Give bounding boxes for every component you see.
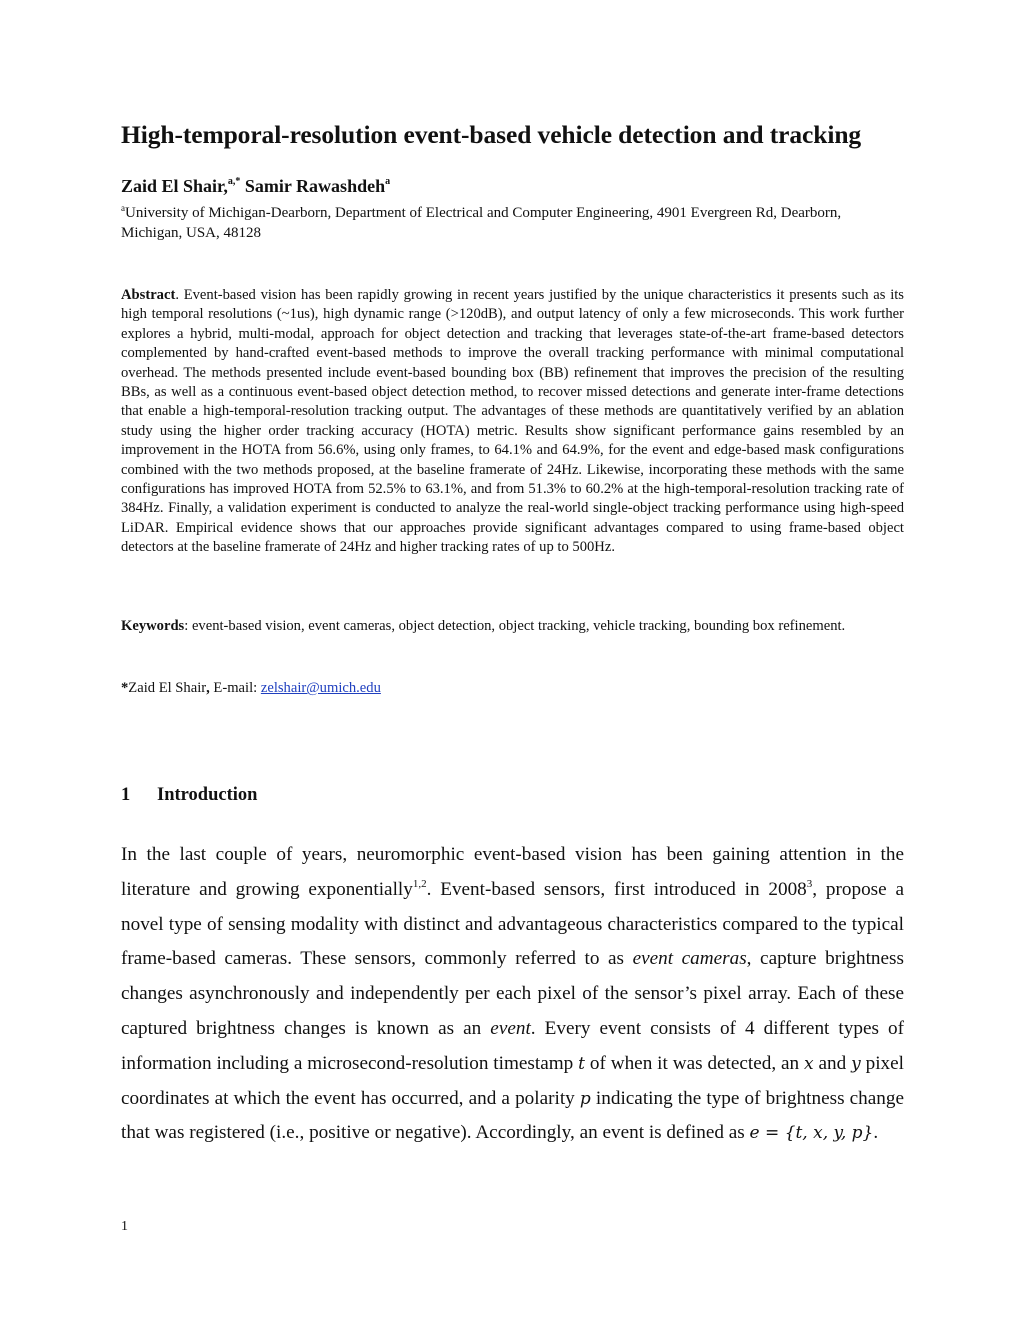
intro-text: . Event-based sensors, first introduced in 2008 <box>426 878 807 900</box>
section-title: Introduction <box>157 785 258 805</box>
intro-text: and <box>813 1052 852 1074</box>
math-var-t: t <box>578 1053 585 1074</box>
author-affil-mark: a,* <box>227 176 241 187</box>
corresponding-comma: , <box>206 680 210 696</box>
intro-text: , capture brightness changes asynchronously and independently per each pixel of the sensor’s pixel array. Each of these captured brightness changes is known as an <box>121 948 904 1039</box>
math-var-x: x <box>804 1053 814 1074</box>
section-number: 1 <box>121 785 131 805</box>
author-affil-mark: a <box>385 176 391 187</box>
abstract-text: . Event-based vision has been rapidly growing in recent years justified by the unique characteristics it presents such as its high temporal resolutions (~1us), high dynamic range (>120dB), and output latency of only a few microseconds. This work further explores a hybrid, multi-modal, approach for object detection and tracking that leverages state-of-the-art frame-based detectors complemented by hand-crafted event-based methods to improve the overall tracking performance with minimal computational overhead. The methods presented include event-based bounding box (BB) refinement that improves the precision of the resulting BBs, as well as a continuous event-based object detection method, to recover missed detections and generate inter-frame detections that enable a high-temporal-resolution tracking output. The advantages of these methods are quantitatively verified by an ablation study using the higher order tracking accuracy (HOTA) metric. Results show significant performance gains resembled by an improvement in the HOTA from 56.6%, using only frames, to 64.1% and 64.9%, for the event and edge-based mask configurations combined with the two methods proposed, at the baseline framerate of 24Hz. Likewise, incorporating these methods with the same configurations has improved HOTA from 52.5% to 63.1%, and from 51.3% to 60.2% at the high-temporal-resolution tracking rate of 384Hz. Finally, a validation experiment is conducted to analyze the real-world single-object tracking performance using high-speed LiDAR. Empirical evidence shows that our approaches provide significant advantages compared to using frame-based object detectors at the baseline framerate of 24Hz and higher tracking rates of up to 500Hz. <box>121 287 904 556</box>
corresponding-author <box>121 679 381 698</box>
intro-text: . <box>873 1122 879 1144</box>
author-list <box>121 176 390 197</box>
author-name: Samir Rawashdeh <box>244 176 386 196</box>
emphasis: event cameras <box>632 948 747 970</box>
corresponding-name: Zaid El Shair <box>128 680 207 696</box>
intro-text: . Every event consists of 4 different types of information including a microsecond-resolution timestamp <box>121 1017 904 1074</box>
event-equation: e = {t, x, y, p} <box>749 1123 874 1144</box>
affiliation <box>121 198 904 243</box>
email-link[interactable]: zelshair@umich.edu <box>260 680 381 696</box>
math-var-p: p <box>579 1088 591 1109</box>
citation: 1,2 <box>412 877 427 890</box>
author-name: Zaid El Shair, <box>121 176 228 196</box>
citation: 3 <box>806 877 813 890</box>
corresponding-star: * <box>121 680 129 696</box>
affiliation-text: University of Michigan-Dearborn, Department of Electrical and Computer Engineering, 4901 Evergreen Rd, Dearborn, Michigan, USA, 48128 <box>121 205 842 241</box>
intro-text: , propose a novel type of sensing modality with distinct and advantageous characteristics compared to the typical frame-based cameras. These sensors, commonly referred to as <box>121 878 905 970</box>
intro-text: of when it was detected, an <box>584 1052 805 1074</box>
paper-title: High-temporal-resolution event-based vehicle detection and tracking <box>121 120 862 149</box>
abstract-label: Abstract <box>121 287 176 303</box>
intro-paragraph <box>121 838 904 1151</box>
intro-text: indicating the type of brightness change that was registered (i.e., positive or negative). Accordingly, an event is defined as <box>121 1087 904 1144</box>
keywords <box>121 617 904 636</box>
intro-text: In the last couple of years, neuromorphic event-based vision has been gaining attention in the literature and growing exponentially <box>121 844 904 900</box>
affiliation-mark: a <box>121 203 125 213</box>
keywords-text: : event-based vision, event cameras, object detection, object tracking, vehicle tracking, bounding box refinement. <box>184 618 846 634</box>
abstract <box>121 286 904 558</box>
section-heading <box>121 785 257 806</box>
keywords-label: Keywords <box>121 618 185 634</box>
emphasis: event <box>490 1017 531 1039</box>
email-label: E-mail: <box>209 680 261 696</box>
page-number: 1 <box>121 1219 128 1234</box>
math-var-y: y <box>851 1053 861 1074</box>
intro-text: pixel coordinates at which the event has occurred, and a polarity <box>121 1052 904 1109</box>
